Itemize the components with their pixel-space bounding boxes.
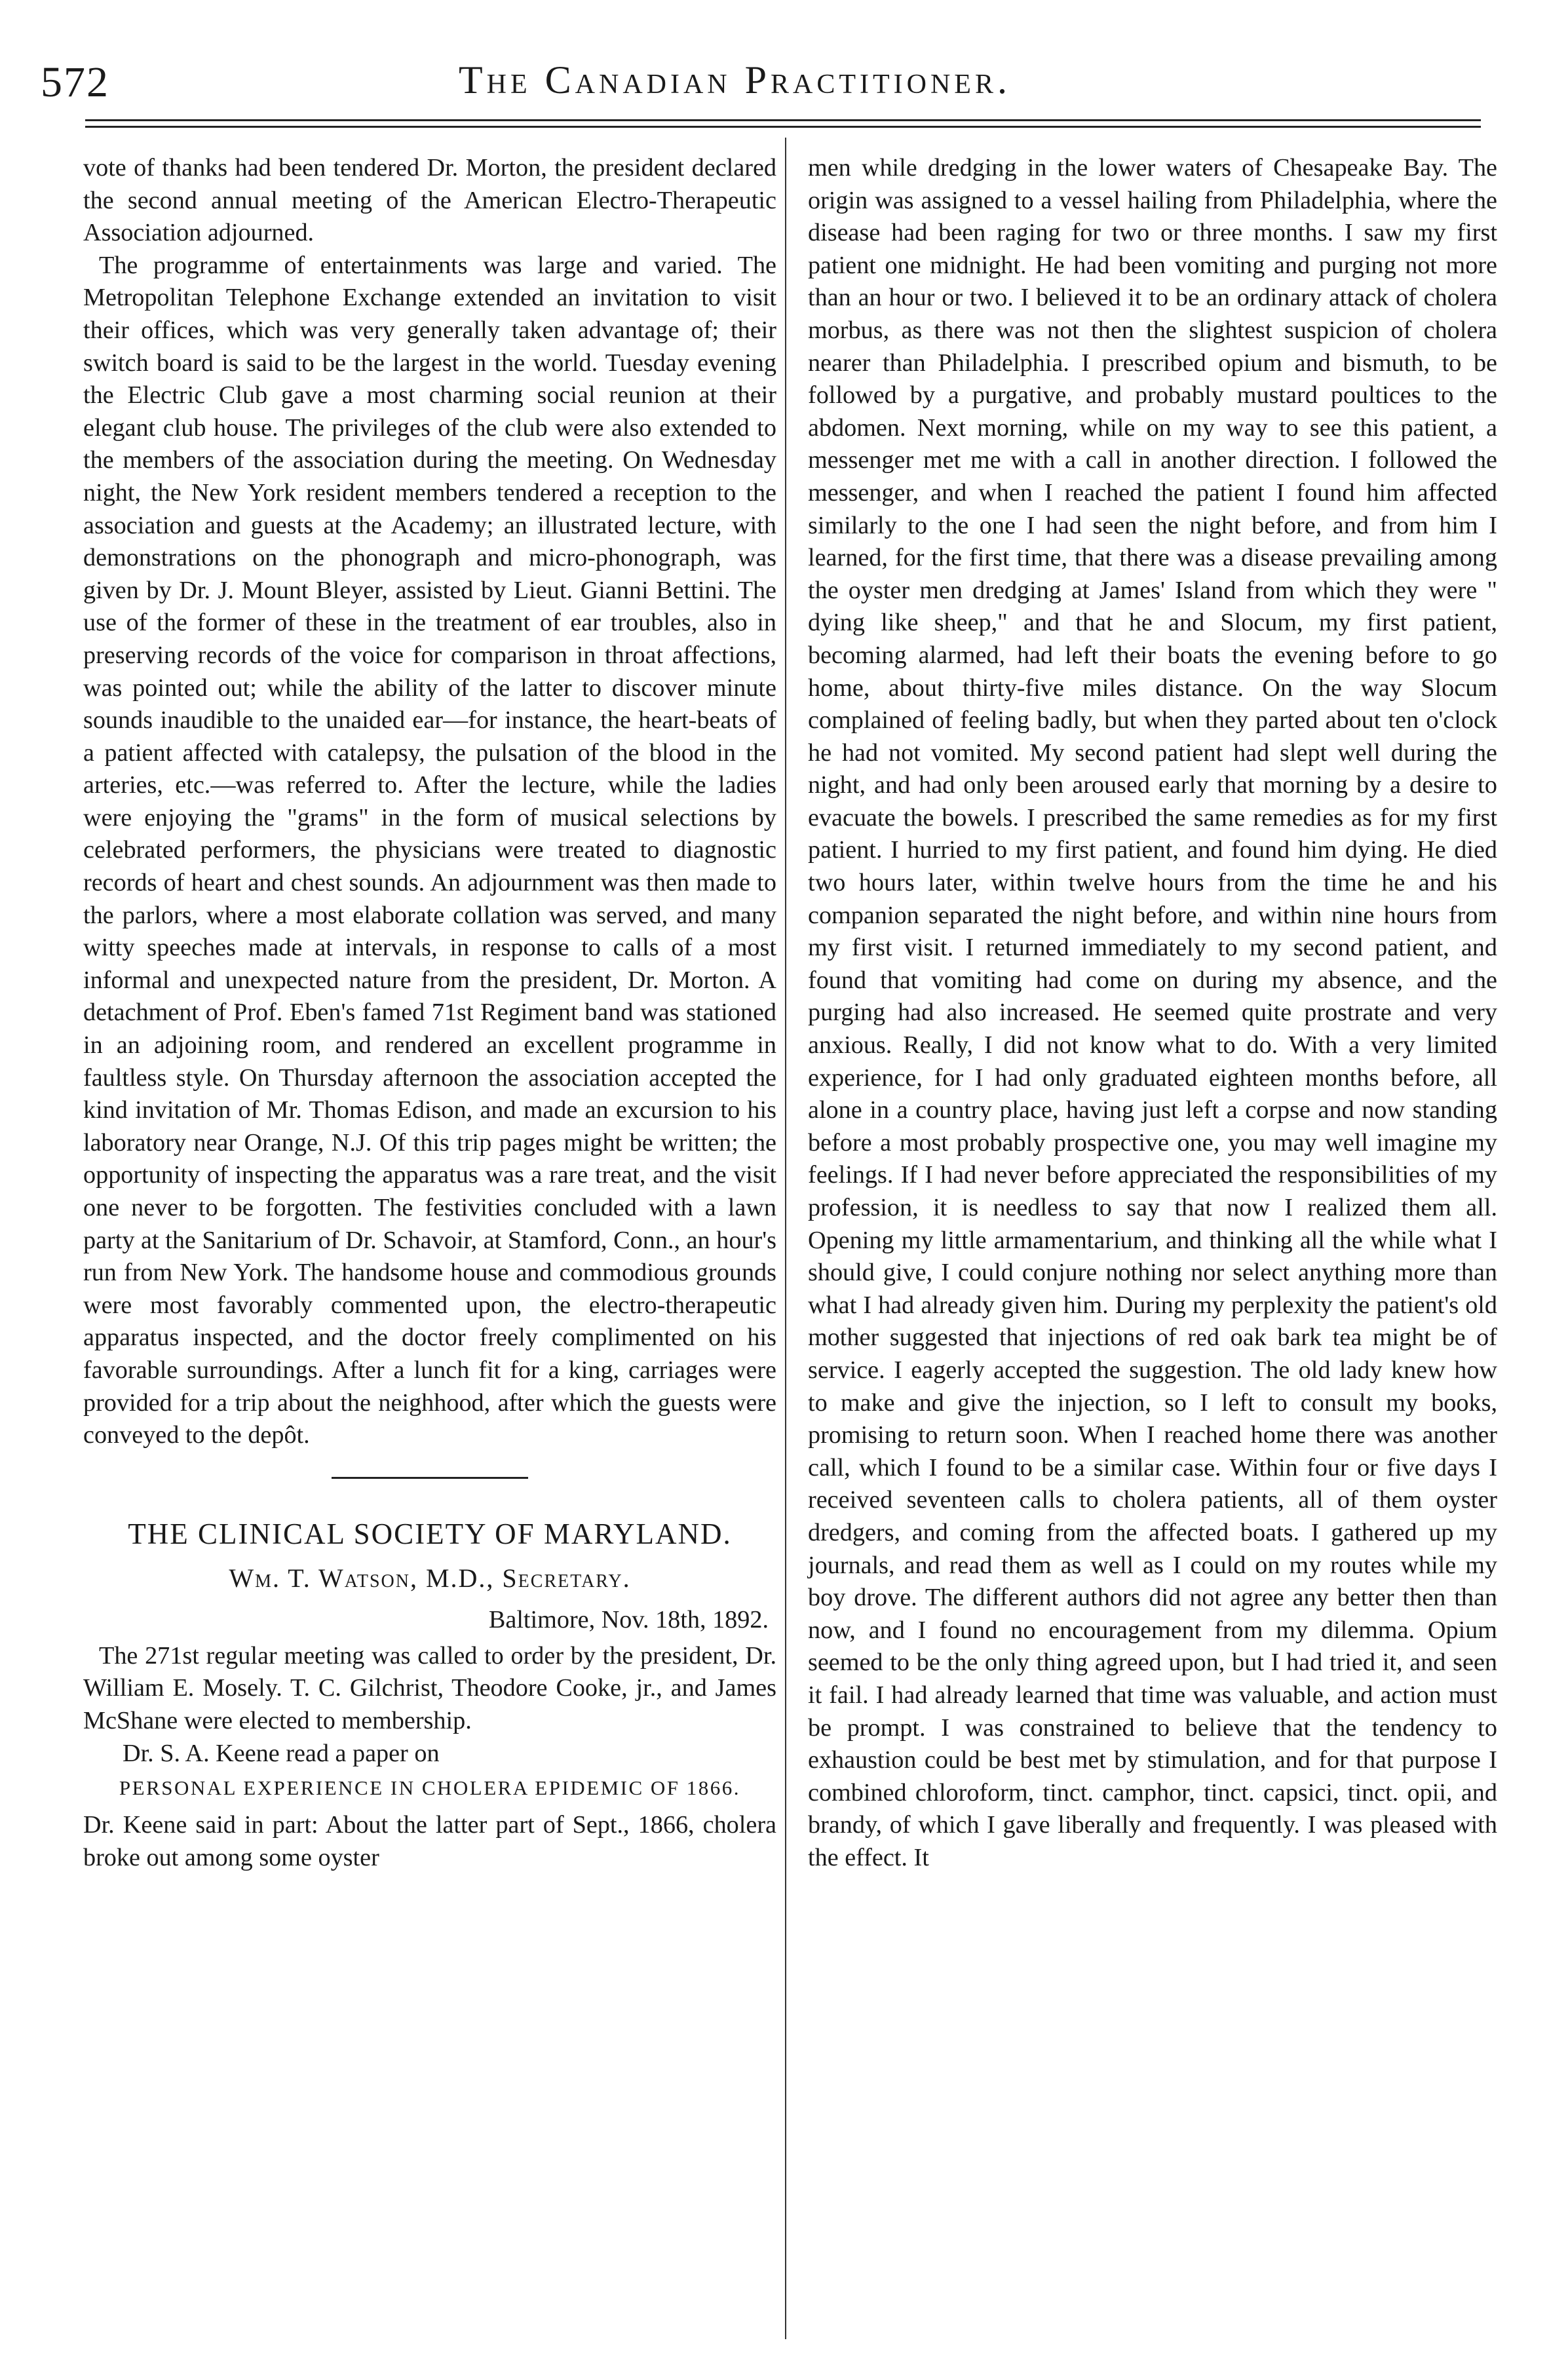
paragraph: vote of thanks had been tendered Dr. Morton, the president declared the second annual meeting of the American Electro-Therapeutic Association adjourned.: [83, 154, 776, 247]
paragraph: men while dredging in the lower waters of Chesapeake Bay. The origin was assigned to a vessel hailing from Philadelphia, where the disease had been raging for two or three months. I saw my first patient one midnight. He had been vomiting and purging not more than an hour or two. I believed it to be an ordinary attack of cholera morbus, as there was not then the slightest suspicion of cholera nearer than Philadelphia. I prescribed opium and bismuth, to be followed by a purgative, and probably mustard poultices to the abdomen. Next morning, while on my way to see this patient, a messenger met me with a call in another direction. I followed the messenger, and when I reached the patient I found him affected similarly to the one I had seen the night before, and from him I learned, for the first time, that there was a disease prevailing among the oyster men dredging at James' Island from which they were " dying like sheep," and that he and Slocum, my first patient, becoming alarmed, had left their boats the evening before to go home, about thirty-five miles distance. On the way Slocum complained of feeling badly, but when they parted about ten o'clock he had not vomited. My second patient had slept well during the night, and had only been aroused early that morning by a desire to evacuate the bowels. I prescribed the same remedies as for my first patient. I hurried to my first patient, and found him dying. He died two hours later, within twelve hours from the time he and his companion separated the night before, and within nine hours from my first visit. I returned immediately to my second patient, and found that vomiting had come on during my absence, and the purging had also increased. He seemed quite prostrate and very anxious. Really, I did not know what to do. With a very limited experience, for I had only graduated eighteen months before, all alone in a country place, having just left a corpse and now standing before a most probably prospective one, you may well imagine my feelings. If I had never before appreciated the responsibilities of my profession, it is needless to say that now I realized them all. Opening my little armamentarium, and thinking all the while what I should give, I could conjure nothing nor select anything more than what I had already given him. During my perplexity the patient's old mother suggested that injections of red oak bark tea might be of service. I eagerly accepted the suggestion. The old lady knew how to make and give the injection, so I left to consult my books, promising to return soon. When I reached home there was another call, which I found to be a similar case. Within four or five days I received seventeen calls to cholera patients, all of them oyster dredgers, and coming from the affected boats. I gathered up my journals, and read them as well as I could on my routes while my boy drove. The different authors did not agree any better then than now, and I found no encouragement from my dilemma. Opium seemed to be the only thing agreed upon, but I had tried it, and seen it fail. I had already learned that time was valuable, and action must be prompt. I was constrained to believe that the tendency to exhaustion could be best met by stimulation, and for that purpose I combined chloroform, tinct. camphor, tinct. capsici, tinct. opii, and brandy, of which I gave liberally and frequently. I was pleased with the effect. It: [808, 154, 1497, 1871]
reader-line: Dr. S. A. Keene read a paper on: [123, 1739, 440, 1767]
section-divider: [332, 1477, 528, 1479]
paper-title: PERSONAL EXPERIENCE IN CHOLERA EPIDEMIC OF 1866.: [119, 1776, 741, 1800]
header-rule-bottom: [85, 126, 1481, 128]
left-column: [83, 152, 776, 1874]
paragraph: The programme of entertainments was large and varied. The Metropolitan Telephone Exchange extended an invitation to visit their offices, which was very generally taken advantage of; their switch board is said to be the largest in the world. Tuesday evening the Electric Club gave a most charming social reunion at their elegant club house. The privileges of the club were also extended to the members of the association during the meeting. On Wednesday night, the New York resident members tendered a reception to the association and guests at the Academy; an illustrated lecture, with demonstrations on the phonograph and micro-phonograph, was given by Dr. J. Mount Bleyer, assisted by Lieut. Gianni Bettini. The use of the former of these in the treatment of ear troubles, also in preserving records of the voice for comparison in throat affections, was pointed out; while the ability of the latter to discover minute sounds inaudible to the unaided ear—for instance, the heart-beats of a patient affected with catalepsy, the pulsation of the blood in the arteries, etc.—was referred to. After the lecture, while the ladies were enjoying the "grams" in the form of musical selections by celebrated performers, the physicians were treated to diagnostic records of heart and chest sounds. An adjournment was then made to the parlors, where a most elaborate collation was served, and many witty speeches made at intervals, in response to calls of a most informal and unexpected nature from the president, Dr. Morton. A detachment of Prof. Eben's famed 71st Regiment band was stationed in an adjoining room, and rendered an excellent programme in faultless style. On Thursday afternoon the association accepted the kind invitation of Mr. Thomas Edison, and made an excursion to his laboratory near Orange, N.J. Of this trip pages might be written; the opportunity of inspecting the apparatus was a rare treat, and the visit one never to be forgotten. The festivities concluded with a lawn party at the Sanitarium of Dr. Schavoir, at Stamford, Conn., an hour's run from New York. The handsome house and commodious grounds were most favorably commented upon, the electro-therapeutic apparatus inspected, and the doctor freely complimented on his favorable surroundings. After a lunch fit for a king, carriages were provided for a trip about the neighhood, after which the guests were conveyed to the depôt.: [83, 251, 776, 1449]
page-number: 572: [41, 58, 109, 106]
section-title: THE CLINICAL SOCIETY OF MARYLAND.: [128, 1517, 732, 1550]
dateline: Baltimore, Nov. 18th, 1892.: [488, 1605, 769, 1633]
column-divider: [785, 138, 786, 2339]
paragraph: Dr. Keene said in part: About the latter part of Sept., 1866, cholera broke out among some oyster: [83, 1811, 776, 1871]
journal-title: The Canadian Practitioner.: [459, 58, 1011, 102]
right-column: [808, 152, 1497, 1874]
header-rule-top: [85, 119, 1481, 121]
section-secretary: Wm. T. Watson, M.D., Secretary.: [229, 1563, 631, 1593]
paragraph: The 271st regular meeting was called to order by the president, Dr. William E. Mosely. T. C. Gilchrist, Theodore Cooke, jr., and James McShane were elected to membership.: [83, 1641, 776, 1734]
